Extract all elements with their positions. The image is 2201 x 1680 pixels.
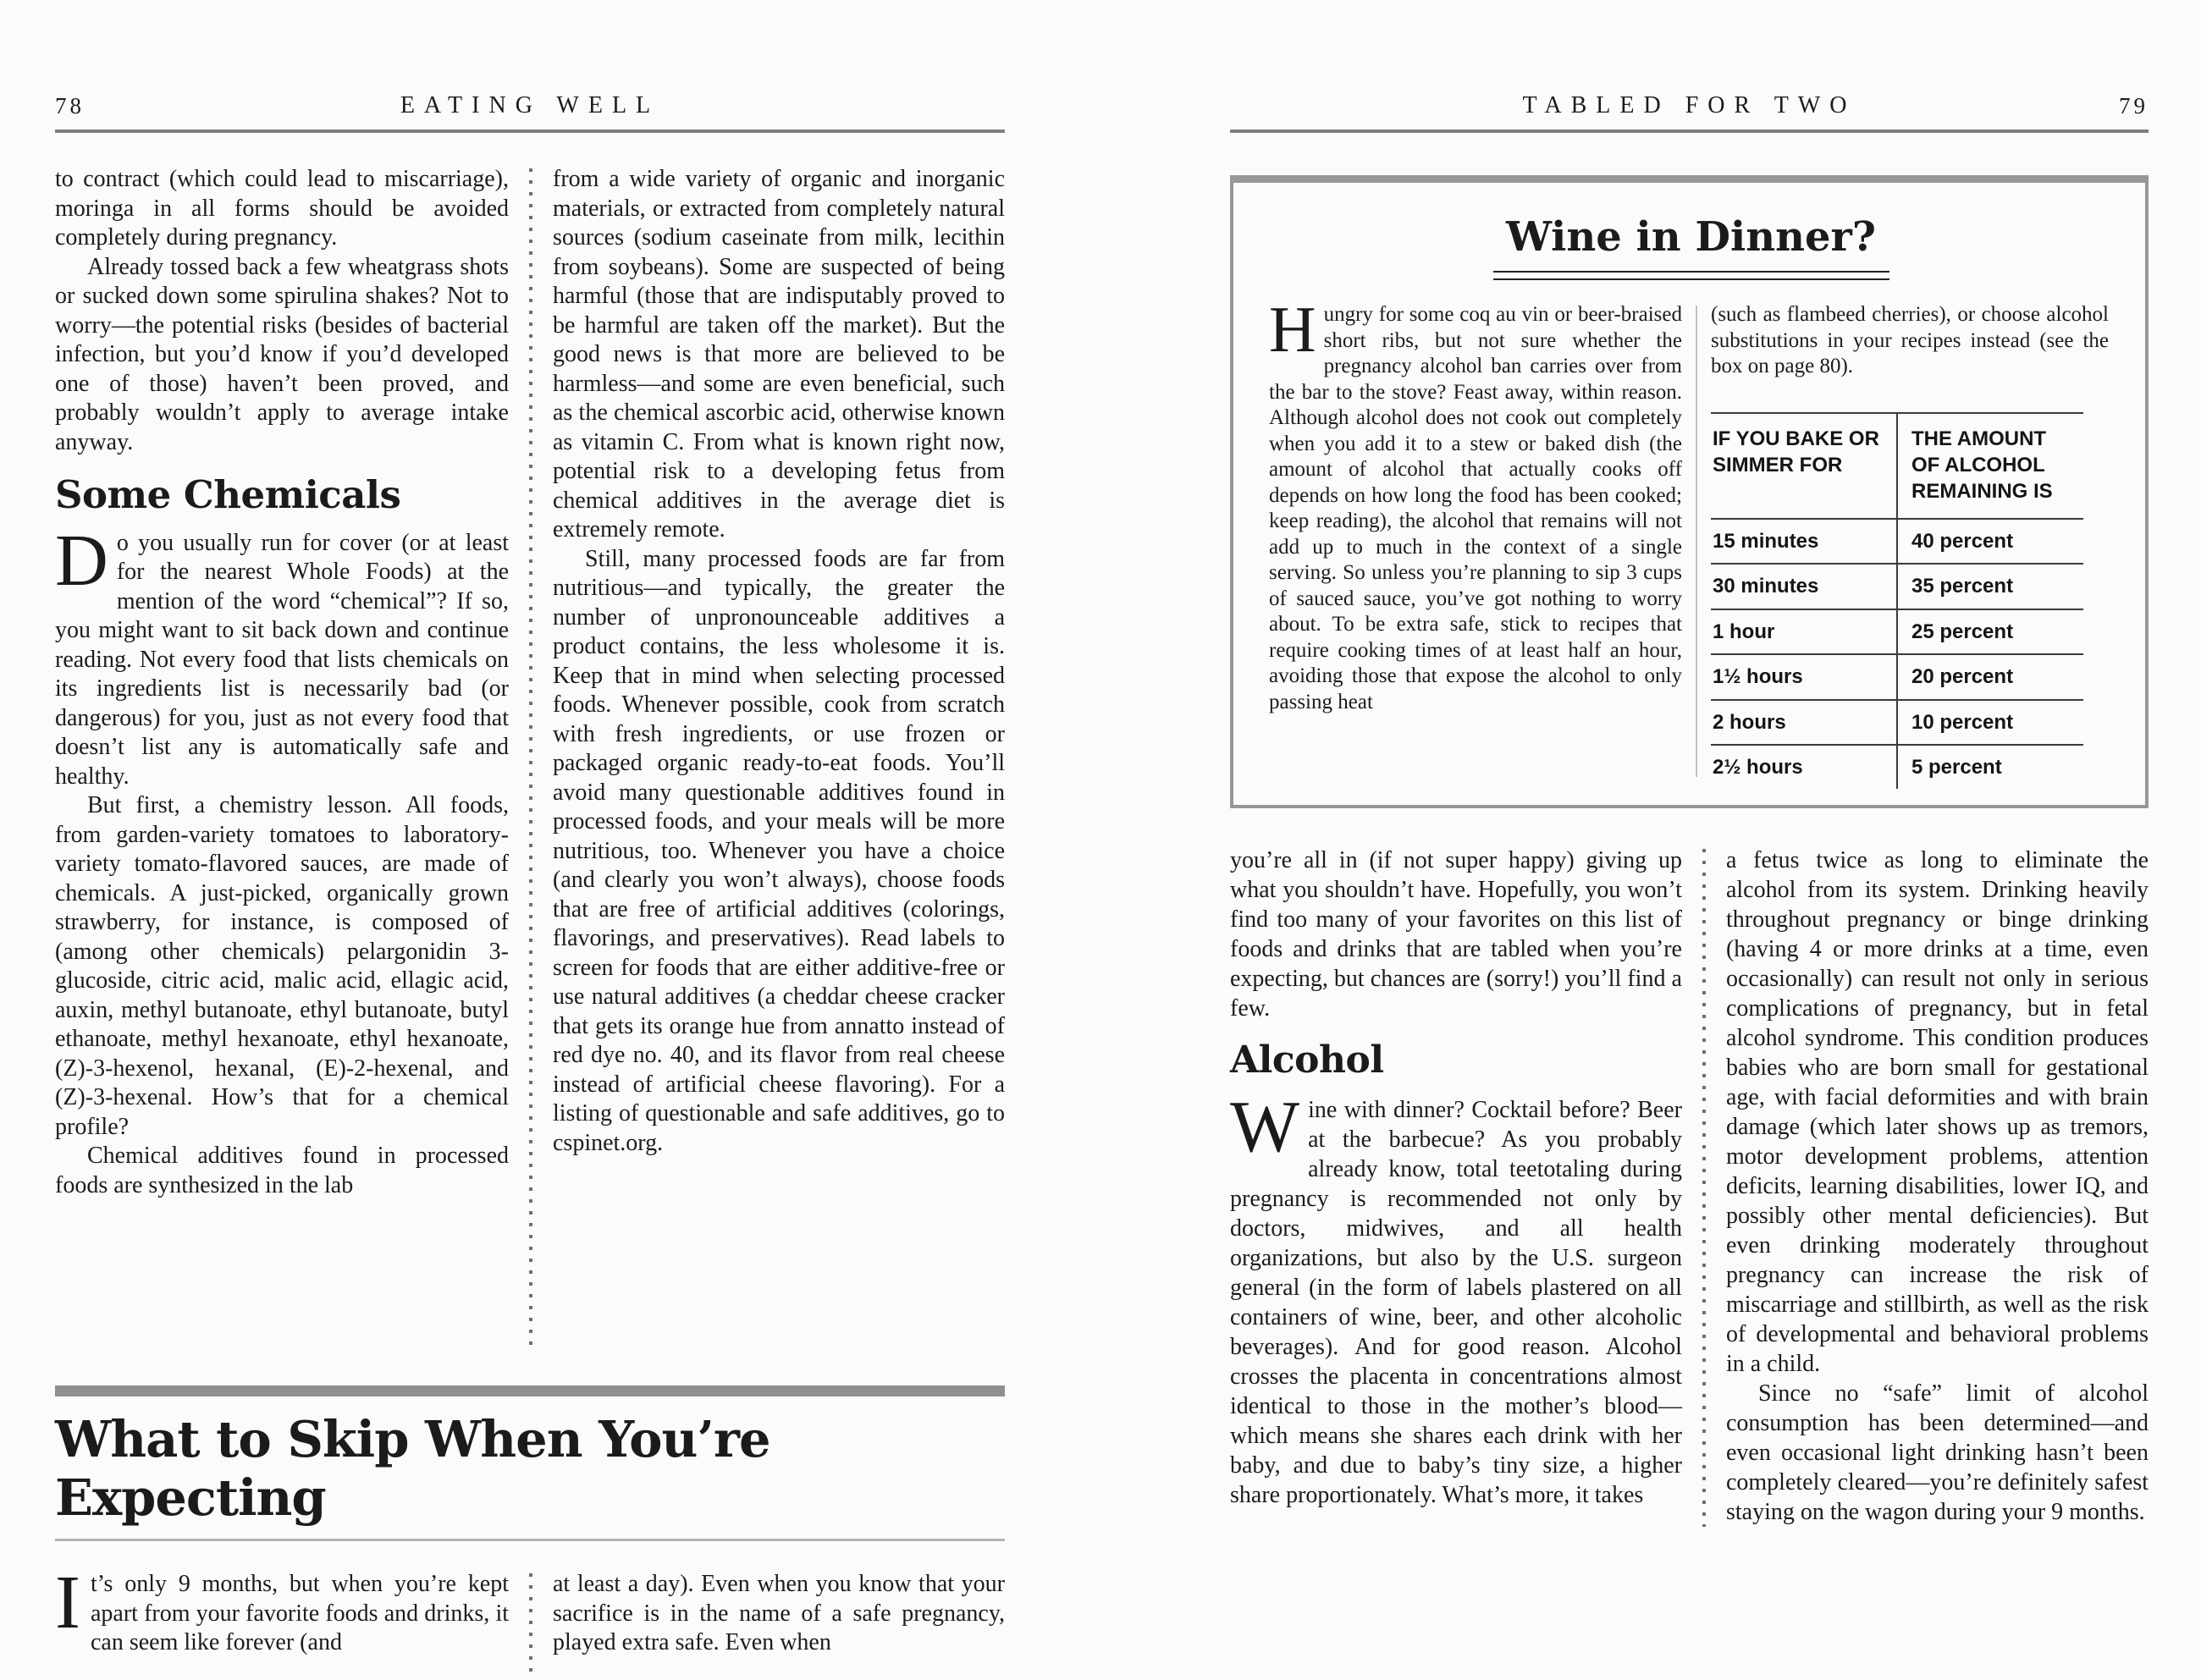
column-right: [553, 165, 1005, 1350]
column-left: [55, 165, 509, 1350]
paragraph: [1269, 302, 1682, 715]
column-left: [1230, 846, 1682, 1527]
paragraph: [1230, 1085, 1682, 1510]
paragraph: Chemical additives found in processed foods are synthesized in the lab: [55, 1143, 509, 1198]
paragraph: a fetus twice as long to eliminate the alcohol from its system. Drinking heavily throughout pregnancy or binge drinking (having 4 or more drinks at a time, even occasionally) can result not only in serious complications of pregnancy, but in fetal alcohol syndrome. This condition produces babies who are born small for gestational age, with facial deformities and with brain damage (which later shows up as tremors, motor development problems, attention deficits, learning disabilities, lower IQ, and possibly other mental deficiencies). But even drinking moderately throughout pregnancy can increase the risk of miscarriage and stillbirth, as well as the risk of developmental and behavioral problems in a child.: [1725, 847, 2149, 1377]
table-cell: 2 hours: [1711, 700, 1897, 746]
page-number: 78: [55, 93, 85, 118]
table-row: [1711, 745, 2083, 789]
drop-cap: I: [55, 1570, 80, 1644]
body-columns: [1230, 846, 2149, 1527]
paragraph: you’re all in (if not super happy) giving up what you shouldn’t have. Hopefully, you won’t find too many of your favorites on this list of foods and drinks that are tabled when you’re expecting, but chances are (sorry!) you’ll find a few.: [1230, 847, 1682, 1022]
section-heading: Alcohol: [1230, 1038, 1384, 1082]
paragraph: to contract (which could lead to miscarriage), moringa in all forms should be avoided completely during pregnancy.: [55, 166, 509, 251]
page-78: [55, 63, 1005, 1680]
table-header-row: [1711, 413, 2083, 519]
wine-in-dinner-box: [1230, 175, 2149, 808]
table-cell: 30 minutes: [1711, 564, 1897, 609]
page-79: [1230, 63, 2149, 1527]
table-header-cell: THE AMOUNT OF ALCOHOL REMAINING IS: [1911, 427, 2053, 503]
table-cell: 35 percent: [1911, 575, 2014, 598]
table-row: [1711, 519, 2083, 565]
paragraph-text: t’s only 9 months, but when you’re kept apart from your favorite foods and drinks, it can seem like forever (and: [90, 1571, 509, 1655]
table-cell: 10 percent: [1911, 710, 2014, 734]
table-cell: 40 percent: [1911, 529, 2014, 553]
column-divider-dotted: [529, 168, 532, 1350]
table-cell: 5 percent: [1911, 756, 2002, 779]
page-78-header: [55, 63, 1005, 133]
table-cell: 1½ hours: [1711, 654, 1897, 700]
table-cell: 20 percent: [1911, 665, 2014, 688]
paragraph: [55, 1570, 509, 1658]
table-row: [1711, 654, 2083, 700]
table-cell: 25 percent: [1911, 620, 2014, 643]
paragraph: [55, 518, 509, 792]
box-column-left: [1269, 302, 1682, 789]
running-head: TABLED FOR TWO: [1522, 92, 1856, 118]
drop-cap: D: [55, 518, 108, 601]
article-columns: [55, 165, 1005, 1350]
paragraph: Since no “safe” limit of alcohol consumption has been determined—and even occasional light drinking hasn’t been completely cleared—you’re definitely safest staying on the wagon during your 9 months.: [1725, 1380, 2149, 1525]
section-heading: Some Chemicals: [55, 472, 401, 517]
box-column-divider: [1696, 306, 1697, 777]
table-cell: 15 minutes: [1711, 519, 1897, 565]
page-79-header: [1230, 63, 2149, 133]
table-cell: 1 hour: [1711, 609, 1897, 655]
column-right: [1726, 846, 2149, 1527]
paragraph: But first, a chemistry lesson. All foods, from garden-variety tomatoes to laboratory-variety tomato-flavored sauces, are made of chemicals. A just-picked, organically grown strawberry, for instance, is composed of (among other chemicals) pelargonidin 3-glucoside, citric acid, malic acid, ellagic acid, auxin, methyl butanoate, ethyl butanoate, butyl ethanoate, methyl hexanoate, ethyl hexanoate, (Z)-3-hexenol, hexanal, (E)-2-hexenal, and (Z)-3-hexenal. How’s that for a chemical profile?: [55, 792, 509, 1140]
paragraph-text: ungry for some coq au vin or beer-braised short ribs, but not sure whether the pregnancy alcohol ban carries over from the bar to the stove? Feast away, within reason. Although alcohol does not cook out completely when you add it to a stew or baked dish (the amount of alcohol that actually cooks off depends on how long the food has been cooked; keep reading), the alcohol that remains will not add up to much in the context of a single serving. So unless you’re planning to sip 3 cups of sauced sauce, you’ve got nothing to worry about. To be extra safe, stick to recipes that require cooking times of at least half an hour, avoiding those that expose the alcohol to only passing heat: [1269, 303, 1682, 713]
box-column-right: [1711, 302, 2109, 789]
paragraph: Already tossed back a few wheatgrass shots or sucked down some spirulina shakes? Not to worry—the potential risks (besides of bacterial infection, but you’d know if you’d developed one of those) haven’t been proved, and probably wouldn’t apply to average intake anyway.: [55, 253, 509, 455]
paragraph: from a wide variety of organic and inorganic materials, or extracted from completely natural sources (sodium caseinate from milk, lecithin from soybeans). Some are suspected of being harmful (those that are indisputably proved to be harmful are taken off the market). But the good news is that more are believed to be harmless—and some are even beneficial, such as the chemical ascorbic acid, otherwise known as vitamin C. From what is known right now, potential risk to a developing fetus from chemical additives in the average diet is extremely remote.: [553, 166, 1005, 543]
paragraph: Still, many processed foods are far from nutritious—and typically, the greater the number of unpronounceable additives a product contains, the less wholesome it is. Keep that in mind when selecting processed foods. Whenever possible, cook from scratch with fresh ingredients, or use frozen or packaged organic ready-to-eat foods. You’ll avoid many questionable additives found in processed foods, and your meals will be more nutritious, too. Whenever you have a choice (and clearly you won’t always), choose foods that are free of artificial additives (colorings, flavorings, and preservatives). Read labels to screen for foods that are either additive-free or use natural additives (a cheddar cheese cracker that gets its orange hue from annatto instead of red dye no. 40, and its flavor from real cheese instead of artificial cheese flavoring). For a listing of questionable and safe additives, go to cspinet.org.: [553, 545, 1005, 1156]
paragraph-text: ine with dinner? Cocktail before? Beer at the barbecue? As you probably already know, total teetotaling during pregnancy is recommended not only by doctors, midwives, and all health organizations, but also by the U.S. surgeon general (in the form of labels plastered on all containers of wine, beer, and other alcoholic beverages). And for good reason. Alcohol crosses the placenta in concentrations almost identical to those in the mother’s blood—which means she shares each drink with her baby, and due to baby’s tiny size, a higher share proportionately. What’s more, it takes: [1230, 1097, 1682, 1508]
paragraph-text: o you usually run for cover (or at least for the nearest Whole Foods) at the mention of the word “chemical”? If so, you might want to sit back down and continue reading. Not every food that lists chemicals on its ingredients list is necessarily bad (or dangerous) for you, just as not every food that doesn’t list any is automatically safe and healthy.: [55, 529, 509, 790]
drop-cap: H: [1269, 302, 1316, 366]
skip-section-columns: [55, 1570, 1005, 1680]
section-rule-bar: [55, 1385, 1005, 1396]
table-row: [1711, 564, 2083, 609]
column-right: [553, 1570, 1005, 1680]
thin-rule: [55, 1539, 1005, 1541]
page-number: 79: [2119, 93, 2149, 118]
table-cell: 2½ hours: [1711, 745, 1897, 789]
column-left: [55, 1570, 509, 1680]
drop-cap: W: [1230, 1085, 1300, 1167]
box-title: Wine in Dinner?: [1506, 213, 1876, 261]
column-divider-dotted: [529, 1573, 532, 1680]
paragraph: at least a day). Even when you know that your sacrifice is in the name of a safe pregnancy, played extra safe. Even when: [553, 1571, 1005, 1655]
alcohol-remaining-table: [1711, 412, 2083, 790]
running-head: EATING WELL: [400, 92, 660, 118]
table-header-cell: IF YOU BAKE OR SIMMER FOR: [1711, 413, 1897, 519]
column-divider-dotted: [1702, 849, 1706, 1527]
table-row: [1711, 700, 2083, 746]
box-columns: [1269, 302, 2113, 789]
table-row: [1711, 609, 2083, 655]
paragraph: (such as flambeed cherries), or choose alcohol substitutions in your recipes instead (see the box on page 80).: [1711, 303, 2109, 377]
chapter-section-title: What to Skip When You’re Expecting: [55, 1410, 770, 1527]
box-title-double-rule: [1493, 271, 1889, 280]
